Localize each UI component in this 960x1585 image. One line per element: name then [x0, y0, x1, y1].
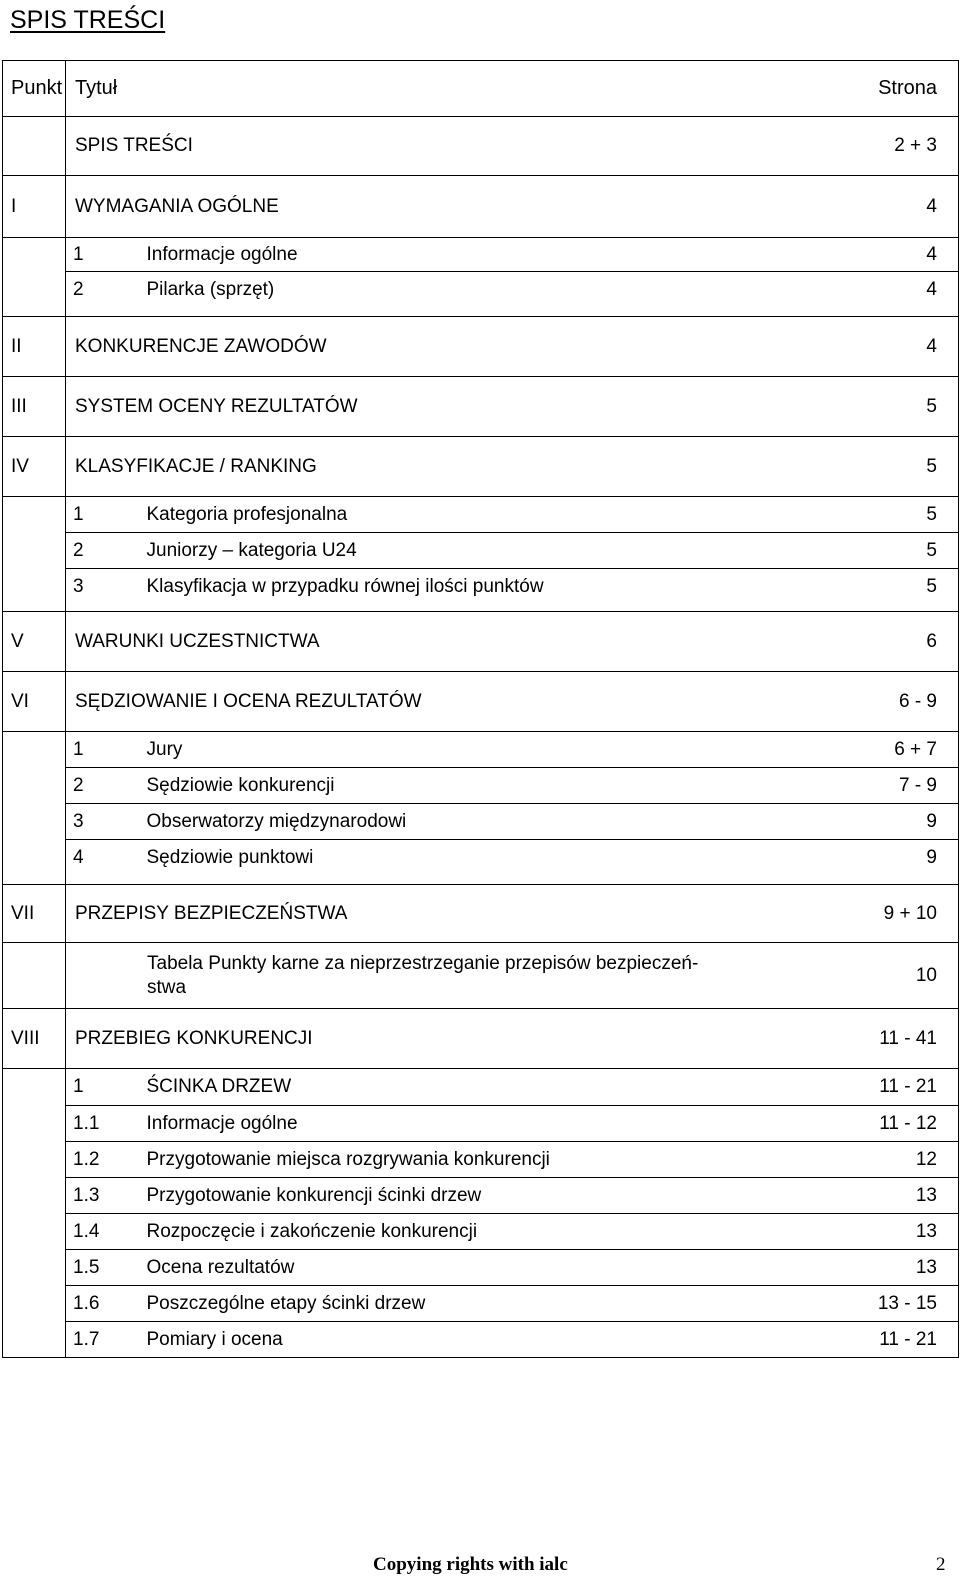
row-title: Informacje ogólne — [138, 1106, 776, 1142]
table-row — [3, 317, 959, 377]
row-title: SĘDZIOWANIE I OCENA REZULTATÓW — [66, 672, 776, 732]
row-title: SPIS TREŚCI — [66, 117, 776, 176]
table-row — [3, 437, 959, 497]
row-sub: 1.7 — [66, 1322, 138, 1358]
row-sub: 3 — [73, 575, 84, 597]
row-num — [3, 1322, 66, 1358]
row-num: II — [3, 317, 66, 377]
table-row — [3, 943, 959, 1009]
row-sub: 1.4 — [66, 1214, 138, 1250]
row-page: 7 - 9 — [776, 768, 959, 804]
row-page: 4 — [776, 272, 959, 308]
row-num — [3, 1069, 66, 1106]
table-row — [3, 1250, 959, 1286]
row-page: 9 — [776, 804, 959, 840]
row-sub: 1 — [66, 732, 138, 768]
row-num — [3, 569, 66, 605]
row-sub: 1.2 — [66, 1142, 138, 1178]
header-tytul: Tytuł — [66, 61, 776, 117]
row-num: V — [3, 612, 66, 672]
row-num: I — [3, 176, 66, 238]
row-num — [3, 533, 66, 569]
row-title: Obserwatorzy międzynarodowi — [138, 804, 776, 840]
row-page: 5 — [776, 497, 959, 533]
row-num: VIII — [3, 1009, 66, 1069]
row-title: Pilarka (sprzęt) — [146, 278, 275, 300]
row-page: 13 - 15 — [776, 1286, 959, 1322]
toc-table — [2, 60, 959, 1358]
row-page: 11 - 41 — [776, 1009, 959, 1069]
row-page: 13 — [776, 1178, 959, 1214]
row-num — [3, 768, 66, 804]
footer-page-number: 2 — [936, 1554, 946, 1575]
row-title: Przygotowanie miejsca rozgrywania konkurencji — [138, 1142, 776, 1178]
row-num — [3, 804, 66, 840]
row-sub: 2 — [66, 533, 138, 569]
row-page: 5 — [776, 569, 959, 605]
row-num — [3, 1142, 66, 1178]
row-title: Kategoria profesjonalna — [138, 497, 776, 533]
row-title-line1: Tabela Punkty karne za nieprzestrzeganie przepisów bezpieczeń- — [147, 952, 699, 974]
table-row — [3, 1322, 959, 1358]
row-num — [3, 1250, 66, 1286]
row-title: Sędziowie konkurencji — [138, 768, 776, 804]
page-title: SPIS TREŚCI — [10, 6, 166, 34]
row-page: 5 — [776, 377, 959, 437]
row-title: Ocena rezultatów — [138, 1250, 776, 1286]
table-row — [3, 804, 959, 840]
table-row — [3, 885, 959, 943]
row-sub: 2 — [66, 768, 138, 804]
row-num — [3, 1214, 66, 1250]
row-num — [3, 943, 66, 1009]
row-page: 6 - 9 — [776, 672, 959, 732]
row-page: 11 - 21 — [776, 1069, 959, 1106]
row-num — [3, 1106, 66, 1142]
row-page: 13 — [776, 1250, 959, 1286]
row-title: Klasyfikacja w przypadku równej ilości punktów — [146, 575, 544, 597]
table-row — [3, 672, 959, 732]
row-page: 4 — [776, 238, 959, 272]
row-title — [66, 943, 776, 1009]
table-row — [3, 1009, 959, 1069]
row-sub: 1 — [66, 497, 138, 533]
row-num: III — [3, 377, 66, 437]
row-page: 12 — [776, 1142, 959, 1178]
row-page: 11 - 21 — [776, 1322, 959, 1358]
row-num — [3, 1286, 66, 1322]
row-title: KONKURENCJE ZAWODÓW — [66, 317, 776, 377]
row-title: WYMAGANIA OGÓLNE — [66, 176, 776, 238]
row-page: 5 — [776, 437, 959, 497]
table-row — [3, 176, 959, 238]
row-title: Pomiary i ocena — [138, 1322, 776, 1358]
row-num — [3, 117, 66, 176]
row-page: 6 + 7 — [776, 732, 959, 768]
row-title: ŚCINKA DRZEW — [138, 1069, 776, 1106]
row-page: 13 — [776, 1214, 959, 1250]
row-sub: 1.6 — [66, 1286, 138, 1322]
row-page: 6 — [776, 612, 959, 672]
row-sub: 1.3 — [66, 1178, 138, 1214]
row-title: SYSTEM OCENY REZULTATÓW — [66, 377, 776, 437]
row-num: VI — [3, 672, 66, 732]
table-row — [3, 497, 959, 533]
row-num — [3, 238, 66, 272]
table-header-row — [3, 61, 959, 117]
row-sub: 1.1 — [66, 1106, 138, 1142]
row-sub: 1 — [66, 238, 138, 272]
table-row — [3, 768, 959, 804]
row-num — [3, 272, 66, 308]
table-row — [3, 1178, 959, 1214]
table-row — [3, 377, 959, 437]
table-row — [3, 569, 959, 605]
row-title: Rozpoczęcie i zakończenie konkurencji — [138, 1214, 776, 1250]
row-page: 9 + 10 — [776, 885, 959, 943]
table-row — [3, 1106, 959, 1142]
row-num — [3, 840, 66, 876]
header-punkt: Punkt — [3, 61, 66, 117]
row-sub: 3 — [66, 804, 138, 840]
row-title-line2: stwa — [147, 976, 187, 998]
table-row — [3, 1214, 959, 1250]
row-title: PRZEPISY BEZPIECZEŃSTWA — [66, 885, 776, 943]
row-title: Przygotowanie konkurencji ścinki drzew — [138, 1178, 776, 1214]
row-sub: 1 — [66, 1069, 138, 1106]
row-sub: 1.5 — [66, 1250, 138, 1286]
table-row — [3, 732, 959, 768]
row-title: Poszczególne etapy ścinki drzew — [138, 1286, 776, 1322]
row-num: VII — [3, 885, 66, 943]
table-row — [3, 612, 959, 672]
row-page: 9 — [776, 840, 959, 876]
row-num — [3, 497, 66, 533]
row-page: 4 — [776, 317, 959, 377]
table-row — [3, 533, 959, 569]
row-page: 4 — [776, 176, 959, 238]
table-row — [3, 1286, 959, 1322]
table-row — [3, 117, 959, 176]
row-title: PRZEBIEG KONKURENCJI — [66, 1009, 776, 1069]
row-page: 5 — [776, 533, 959, 569]
table-row — [3, 238, 959, 272]
row-title: Jury — [138, 732, 776, 768]
row-num — [3, 1178, 66, 1214]
row-sub: 2 — [73, 278, 84, 300]
row-page: 10 — [776, 943, 959, 1009]
row-page: 2 + 3 — [776, 117, 959, 176]
row-page: 11 - 12 — [776, 1106, 959, 1142]
row-title: Informacje ogólne — [138, 238, 776, 272]
table-row — [3, 1069, 959, 1106]
row-sub: 4 — [73, 846, 84, 868]
row-title: KLASYFIKACJE / RANKING — [66, 437, 776, 497]
table-row — [3, 272, 959, 308]
row-title: WARUNKI UCZESTNICTWA — [66, 612, 776, 672]
row-num — [3, 732, 66, 768]
row-title: Juniorzy – kategoria U24 — [138, 533, 776, 569]
table-row — [3, 840, 959, 876]
row-num: IV — [3, 437, 66, 497]
row-title: Sędziowie punktowi — [146, 846, 314, 868]
table-row — [3, 1142, 959, 1178]
footer-copyright: Copying rights with ialc — [373, 1554, 568, 1575]
header-strona: Strona — [776, 61, 959, 117]
